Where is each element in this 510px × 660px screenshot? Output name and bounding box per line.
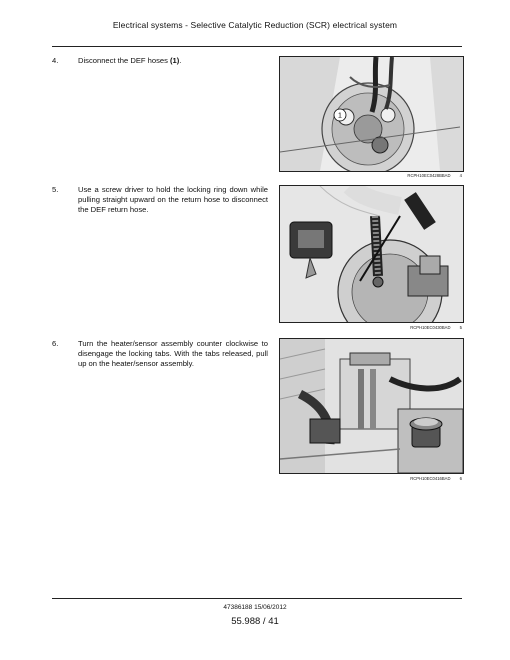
step-5 <box>52 185 267 225</box>
step-6 <box>52 339 267 379</box>
figure-4-image <box>279 56 464 172</box>
figure-code: RCPH10EC0430BAD <box>410 325 451 330</box>
figure-6-caption <box>279 476 462 481</box>
page-header: Electrical systems - Selective Catalytic Reduction (SCR) electrical system <box>112 20 398 30</box>
callout-reference: (1) <box>170 56 180 65</box>
step-text: Use a screw driver to hold the locking ring down while pulling straight upward on the return hose to disconnect the DEF return hose. <box>78 185 268 214</box>
figure-4-caption <box>279 173 462 178</box>
figure-code: RCPH10EC0416BAD <box>410 476 451 481</box>
figure-number: 5 <box>459 325 462 330</box>
figure-5-image <box>279 185 464 323</box>
step-number: 6. <box>52 339 59 348</box>
footer-rule <box>52 598 462 599</box>
step-text: Disconnect the DEF hoses (1). <box>78 56 182 65</box>
step-number: 5. <box>52 185 59 194</box>
figure-number: 6 <box>459 476 462 481</box>
step-number: 4. <box>52 56 59 65</box>
header-rule <box>52 46 462 47</box>
step-4 <box>52 56 267 70</box>
step-text: Turn the heater/sensor assembly counter clockwise to disengage the locking tabs. With the tabs released, pull up on the heater/sensor assembly. <box>78 339 268 368</box>
callout-1: 1 <box>338 112 342 120</box>
figure-number: 4 <box>459 173 462 178</box>
figure-6-image <box>279 338 464 474</box>
figure-5-caption <box>279 325 462 330</box>
figure-code: RCPH10EC0428BBAD <box>407 173 451 178</box>
document-id: 47386188 15/06/2012 <box>223 604 287 611</box>
page-number: 55.988 / 41 <box>231 616 279 627</box>
